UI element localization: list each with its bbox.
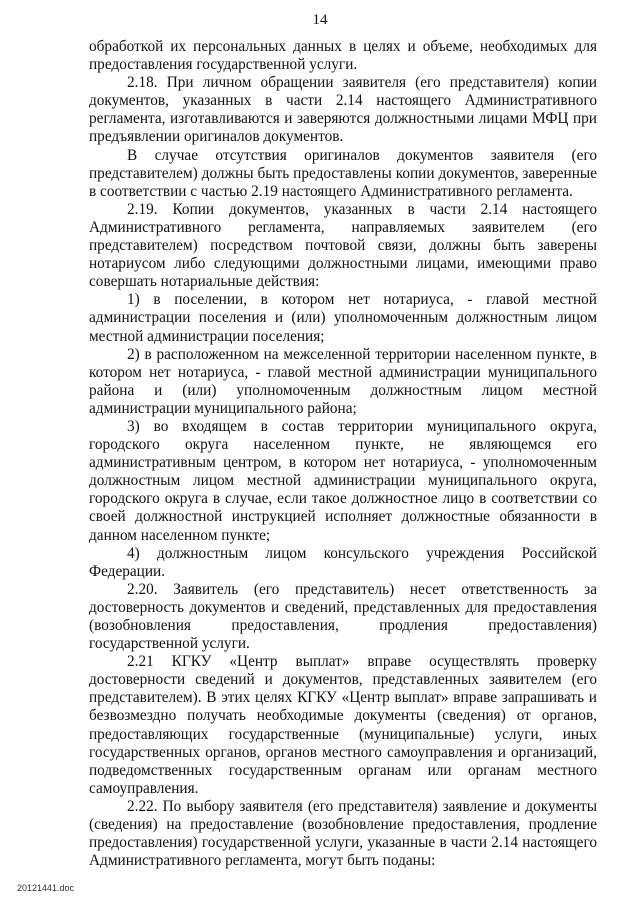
paragraph-2-21: 2.21 КГКУ «Центр выплат» вправе осуществлять проверку достоверности сведений и документов, представленных заявителем (его представителем). В этих целях КГКУ «Центр выплат» вправе запрашивать и безвозмездно получать необходимые документы (сведения) от органов, предоставляющих государственные (муниципальные) услуги, иных государственных органов, органов местного самоуправления и организаций, подведомственных государственным органам или органам местного самоуправления. [89,653,597,797]
paragraph-2-18: 2.18. При личном обращении заявителя (его представителя) копии документов, указанных в части 2.14 настоящего Административного регламента, изготавливаются и заверяются должностными лицами МФЦ при предъявлении оригиналов документов. [89,74,597,146]
page-number: 14 [312,12,328,28]
paragraph-2-22: 2.22. По выбору заявителя (его представителя) заявление и документы (сведения) на предоставление (возобновление предоставления, продление предоставления) государственной услуги, указанные в части 2.14 настоящего Административного регламента, могут быть поданы: [89,797,597,870]
paragraph-2-18-copies: В случае отсутствия оригиналов документов заявителя (его представителем) должны быть предоставлены копии документов, заверенные в соответствии с частью 2.19 настоящего Административного регламента. [89,146,597,200]
list-item-2: 2) в расположенном на межселенной территории населенном пункте, в котором нет нотариуса, - главой местной администрации муниципального района и (или) уполномоченным должностным лицом местной администрации муниципального района; [89,345,597,417]
paragraph-2-19: 2.19. Копии документов, указанных в части 2.14 настоящего Административного регламента, направляемых заявителем (его представителем) посредством почтовой связи, должны быть заверены нотариусом либо следующими должностными лицами, имеющими право совершать нотариальные действия: [89,200,597,291]
paragraph-continuation: обработкой их персональных данных в целях и объеме, необходимых для предоставления государственной услуги. [89,38,597,74]
paragraph-2-20: 2.20. Заявитель (его представитель) несет ответственность за достоверность документов и сведений, представленных для предоставления (возобновления предоставления, продления предоставления) государственной услуги. [89,580,597,653]
list-item-1: 1) в поселении, в котором нет нотариуса, - главой местной администрации поселения и (или) уполномоченным должностным лицом местной администрации поселения; [89,291,597,345]
list-item-4: 4) должностным лицом консульского учреждения Российской Федерации. [89,544,597,580]
footer-filename: 20121441.doc [17,883,75,893]
list-item-3: 3) во входящем в состав территории муниципального округа, городского округа населенном пункте, не являющемся его административным центром, в котором нет нотариуса, - уполномоченным должностным лицом местной администрации муниципального округа, городского округа в случае, если такое должностное лицо в соответствии со своей должностной инструкцией исполняет должностные обязанности в данном населенном пункте; [89,417,597,544]
document-body [89,38,597,870]
